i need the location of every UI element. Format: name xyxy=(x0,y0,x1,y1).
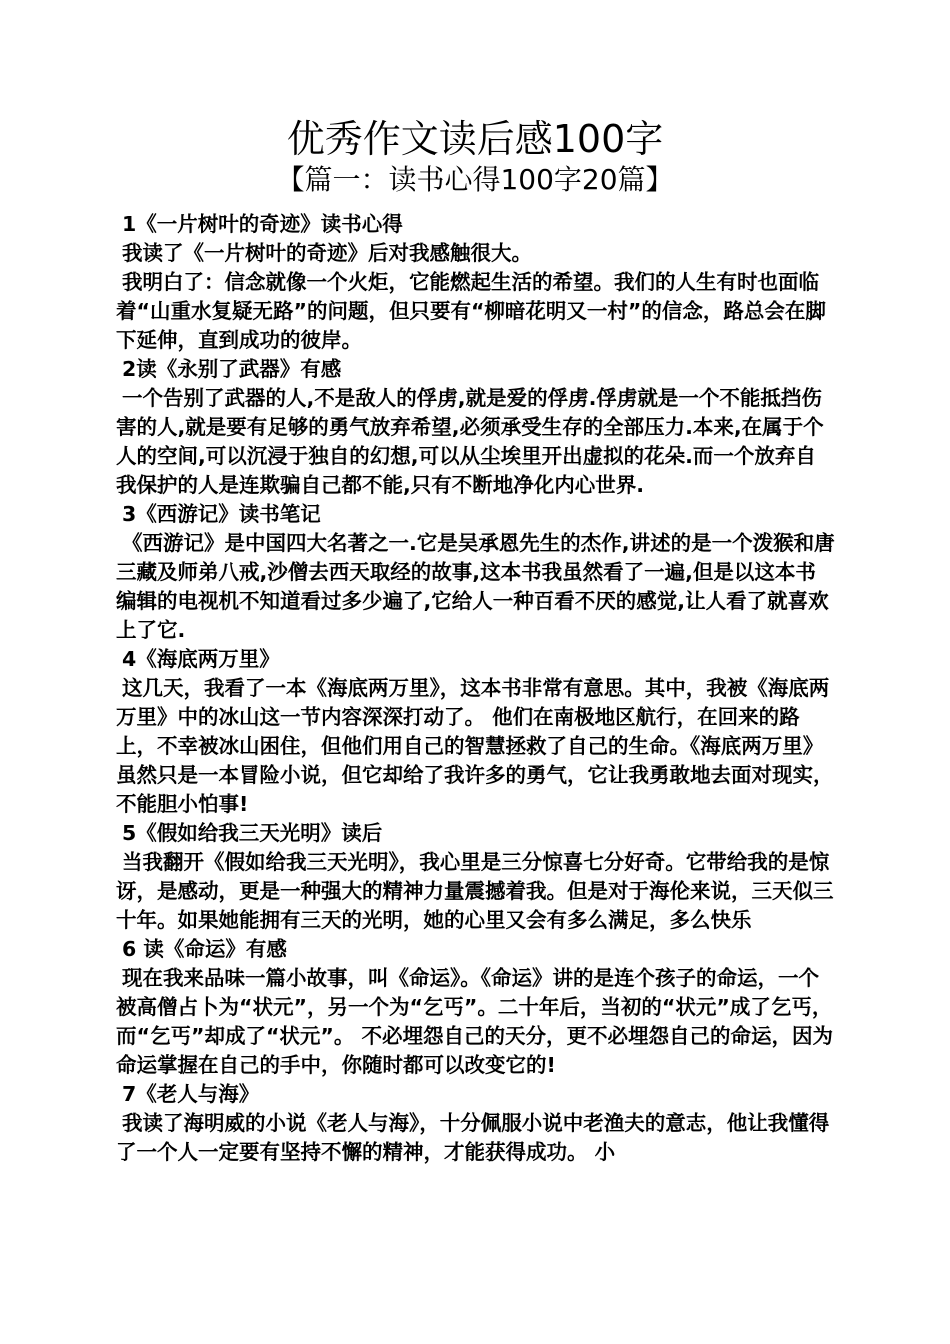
section-heading: 5《假如给我三天光明》读后 xyxy=(122,821,383,845)
section-heading: 7《老人与海》 xyxy=(122,1082,260,1106)
document-title: 优秀作文读后感100字 xyxy=(286,117,664,161)
section-paragraph: 现在我来品味一篇小故事，叫《命运》。《命运》讲的是连个孩子的命运，一个被高僧占卜为“状元”，另一个为“乞丐”。二十年后，当初的“状元”成了乞丐，而“乞丐”却成了“状元”。 不必埋怨自己的天分，更不必埋怨自己的命运，因为命运掌握在自己的手中，你随时都可以改变它的! xyxy=(116,966,834,1077)
section-paragraph: 《西游记》是中国四大名著之一.它是吴承恩先生的杰作,讲述的是一个泼猴和唐三藏及师弟八戒,沙僧去西天取经的故事,这本书我虽然看了一遍,但是以这本书编辑的电视机不知道看过多少遍了,它给人一种百看不厌的感觉,让人看了就喜欢上了它. xyxy=(116,531,835,642)
section-heading: 1《一片树叶的奇迹》读书心得 xyxy=(122,212,403,236)
section-paragraph: 一个告别了武器的人,不是敌人的俘虏,就是爱的俘虏.俘虏就是一个不能抵挡伤害的人,就是要有足够的勇气放弃希望,必须承受生存的全部压力.本来,在属于个人的空间,可以沉浸于独自的幻想,可以从尘埃里开出虚拟的花朵.而一个放弃自我保护的人是连欺骗自己都不能,只有不断地净化内心世界. xyxy=(116,386,824,497)
section-heading: 2读《永别了武器》有感 xyxy=(122,357,342,381)
document-subtitle: 【篇一：读书心得100字20篇】 xyxy=(276,163,674,196)
section-paragraph: 这几天，我看了一本《海底两万里》，这本书非常有意思。其中，我被《海底两万里》中的冰山这一节内容深深打动了。 他们在南极地区航行，在回来的路上，不幸被冰山困住，但他们用自己的智慧拯救了自己的生命。《海底两万里》虽然只是一本冒险小说，但它却给了我许多的勇气，它让我勇敢地去面对现实，不能胆小怕事! xyxy=(116,676,834,816)
section-paragraph: 我明白了：信念就像一个火炬，它能燃起生活的希望。我们的人生有时也面临着“山重水复疑无路”的问题，但只要有“柳暗花明又一村”的信念，路总会在脚下延伸，直到成功的彼岸。 xyxy=(116,270,826,352)
section-paragraph: 当我翻开《假如给我三天光明》，我心里是三分惊喜七分好奇。它带给我的是惊讶，是感动，更是一种强大的精神力量震撼着我。但是对于海伦来说，三天似三十年。如果她能拥有三天的光明，她的心里又会有多么满足，多么快乐 xyxy=(116,850,834,932)
section-heading: 4《海底两万里》 xyxy=(122,647,280,671)
document-body xyxy=(116,210,836,1167)
section-heading: 3《西游记》读书笔记 xyxy=(122,502,321,526)
section-paragraph: 我读了《一片树叶的奇迹》后对我感触很大。 xyxy=(122,241,532,265)
section-heading: 6 读《命运》有感 xyxy=(122,937,287,961)
section-paragraph: 我读了海明威的小说《老人与海》，十分佩服小说中老渔夫的意志，他让我懂得了一个人一定要有坚持不懈的精神，才能获得成功。 小 xyxy=(116,1111,830,1164)
